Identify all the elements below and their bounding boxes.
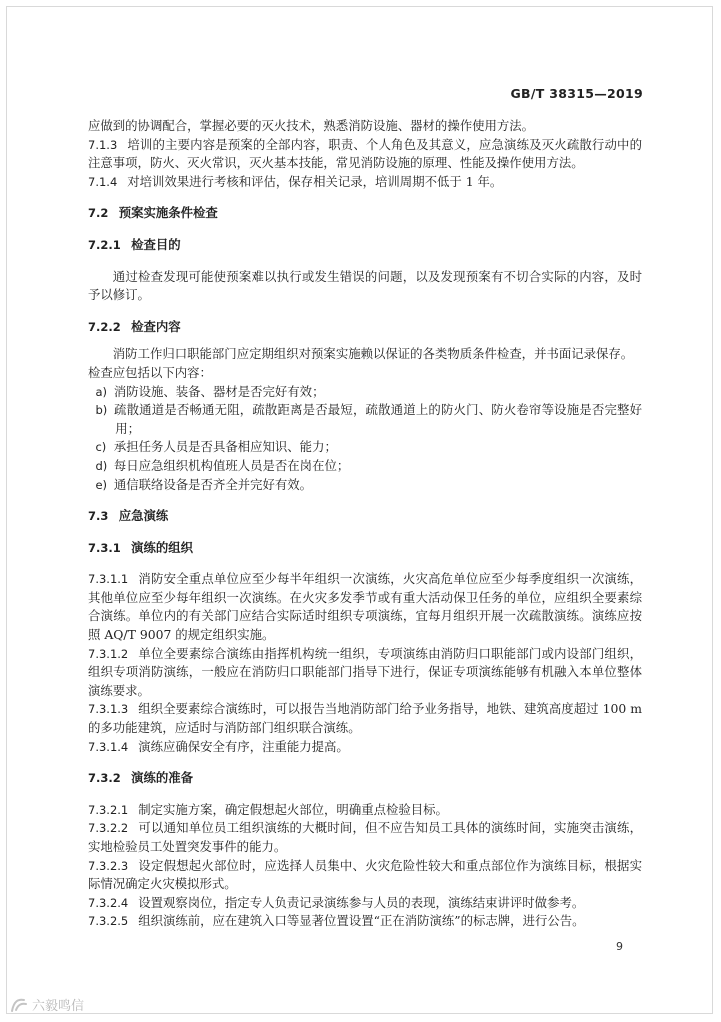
clause-text: 制定实施方案，确定假想起火部位，明确重点检验目标。 (138, 801, 448, 817)
list-item (88, 457, 642, 476)
body-paragraph: 应做到的协调配合，掌握必要的灭火技术，熟悉消防设施、器材的操作使用方法。 (88, 118, 535, 133)
section-title: 演练的组织 (131, 539, 194, 555)
section-title: 检查目的 (131, 236, 181, 252)
list-item-text: 每日应急组织机构值班人员是否在岗在位； (113, 457, 350, 473)
clause-text: 设定假想起火部位时，应选择人员集中、火灾危险性较大和重点部位作为演练目标，根据实际情况确定火灾模拟形式。 (88, 857, 642, 892)
clause-number: 7.3.2.2 (88, 821, 129, 836)
section-title: 应急演练 (118, 508, 169, 524)
section-heading (88, 204, 642, 223)
section-heading (88, 318, 642, 337)
clause-text: 演练应确保安全有序，注重能力提高。 (138, 738, 349, 754)
clause-number: 7.3.2.5 (88, 914, 129, 929)
section-title: 预案实施条件检查 (118, 205, 218, 221)
clause-paragraph (88, 645, 642, 701)
section-number: 7.2 (88, 206, 109, 221)
standard-number-header: GB/T 38315—2019 (510, 86, 643, 101)
watermark-text: 六毅鸣信 (32, 999, 85, 1014)
list-item (88, 476, 642, 495)
list-item (88, 438, 642, 457)
clause-paragraph (88, 173, 642, 192)
clause-number: 7.3.2.1 (88, 802, 129, 817)
clause-text: 单位全要素综合演练由指挥机构统一组织，专项演练由消防归口职能部门或内设部门组织，组织专项消防演练，一般应在消防归口职能部门指导下进行，保证专项演练能够有机融入本单位整体演练要求。 (88, 645, 642, 698)
list-item (88, 383, 642, 402)
list-item-text: 疏散通道是否畅通无阻，疏散距离是否最短，疏散通道上的防火门、防火卷帘等设施是否完整好用； (113, 402, 642, 436)
clause-number: 7.3.1.1 (88, 572, 129, 587)
section-number: 7.2.1 (88, 237, 121, 252)
clause-paragraph (88, 819, 642, 856)
clause-text: 消防安全重点单位应至少每半年组织一次演练，火灾高危单位应至少每季度组织一次演练，其他单位应至少每年组织一次演练。在火灾多发季节或有重大活动保卫任务的单位，应组织全要素综合演练。单位内的有关部门应结合实际适时组织专项演练，宜每月组织开展一次疏散演练。演练应按照 AQ/T 9007 的规定组织实施。 (88, 571, 642, 643)
list-item-label: a) (95, 384, 107, 399)
clause-text: 对培训效果进行考核和评估，保存相关记录，培训周期不低于 1 年。 (127, 173, 503, 189)
clause-paragraph (88, 738, 642, 757)
watermark-logo-icon (10, 997, 28, 1013)
section-heading (88, 769, 642, 788)
body-paragraph: 检查应包括以下内容： (88, 364, 212, 380)
clause-text: 可以通知单位员工组织演练的大概时间，但不应告知员工具体的演练时间，实施突击演练，实地检验员工处置突发事件的能力。 (88, 820, 642, 854)
clause-number: 7.3.2.3 (88, 858, 129, 873)
clause-number: 7.3.1.2 (88, 646, 129, 661)
clause-number: 7.3.2.4 (88, 895, 129, 910)
list-item-text: 承担任务人员是否具备相应知识、能力； (113, 439, 337, 455)
section-number: 7.3.1 (88, 540, 121, 555)
section-number: 7.3.2 (88, 771, 121, 786)
clause-paragraph (88, 570, 642, 644)
section-title: 演练的准备 (131, 770, 194, 786)
clause-text: 组织演练前，应在建筑入口等显著位置设置“正在消防演练”的标志牌，进行公告。 (138, 913, 585, 929)
clause-text: 组织全要素综合演练时，可以报告当地消防部门给予业务指导，地铁、建筑高度超过 100 m 的多功能建筑，应适时与消防部门组织联合演练。 (88, 701, 642, 736)
list-item-label: c) (95, 440, 107, 455)
clause-number: 7.1.4 (88, 174, 118, 189)
clause-paragraph (88, 894, 642, 913)
clause-number: 7.1.3 (88, 137, 118, 152)
list-item (88, 401, 642, 438)
clause-number: 7.3.1.3 (88, 702, 129, 717)
list-item-label: e) (95, 477, 107, 492)
section-number: 7.3 (88, 509, 109, 524)
watermark (10, 995, 84, 1014)
document-body (88, 117, 642, 931)
clause-text: 设置观察岗位，指定专人负责记录演练参与人员的表现，演练结束讲评时做参考。 (138, 894, 585, 910)
clause-paragraph (88, 801, 642, 820)
list-item-label: d) (95, 458, 108, 473)
section-title: 检查内容 (131, 318, 181, 334)
page-number: 9 (616, 940, 623, 953)
list-item-label: b) (95, 403, 108, 418)
body-paragraph: 通过检查发现可能使预案难以执行或发生错误的问题，以及发现预案有不切合实际的内容，及时予以修订。 (88, 268, 642, 303)
section-heading (88, 539, 642, 558)
section-heading (88, 236, 642, 255)
clause-number: 7.3.1.4 (88, 739, 129, 754)
clause-paragraph (88, 700, 642, 737)
section-heading (88, 507, 642, 526)
clause-text: 培训的主要内容是预案的全部内容，职责、个人角色及其意义，应急演练及灭火疏散行动中的注意事项，防火、灭火常识，灭火基本技能，常见消防设施的原理、性能及操作使用方法。 (88, 136, 642, 171)
list-item-text: 消防设施、装备、器材是否完好有效； (113, 383, 325, 399)
clause-paragraph (88, 912, 642, 931)
list-item-text: 通信联络设备是否齐全并完好有效。 (113, 476, 313, 492)
section-number: 7.2.2 (88, 319, 121, 334)
clause-paragraph (88, 857, 642, 894)
clause-paragraph (88, 136, 642, 173)
body-paragraph: 消防工作归口职能部门应定期组织对预案实施赖以保证的各类物质条件检查，并书面记录保存。 (112, 346, 634, 362)
